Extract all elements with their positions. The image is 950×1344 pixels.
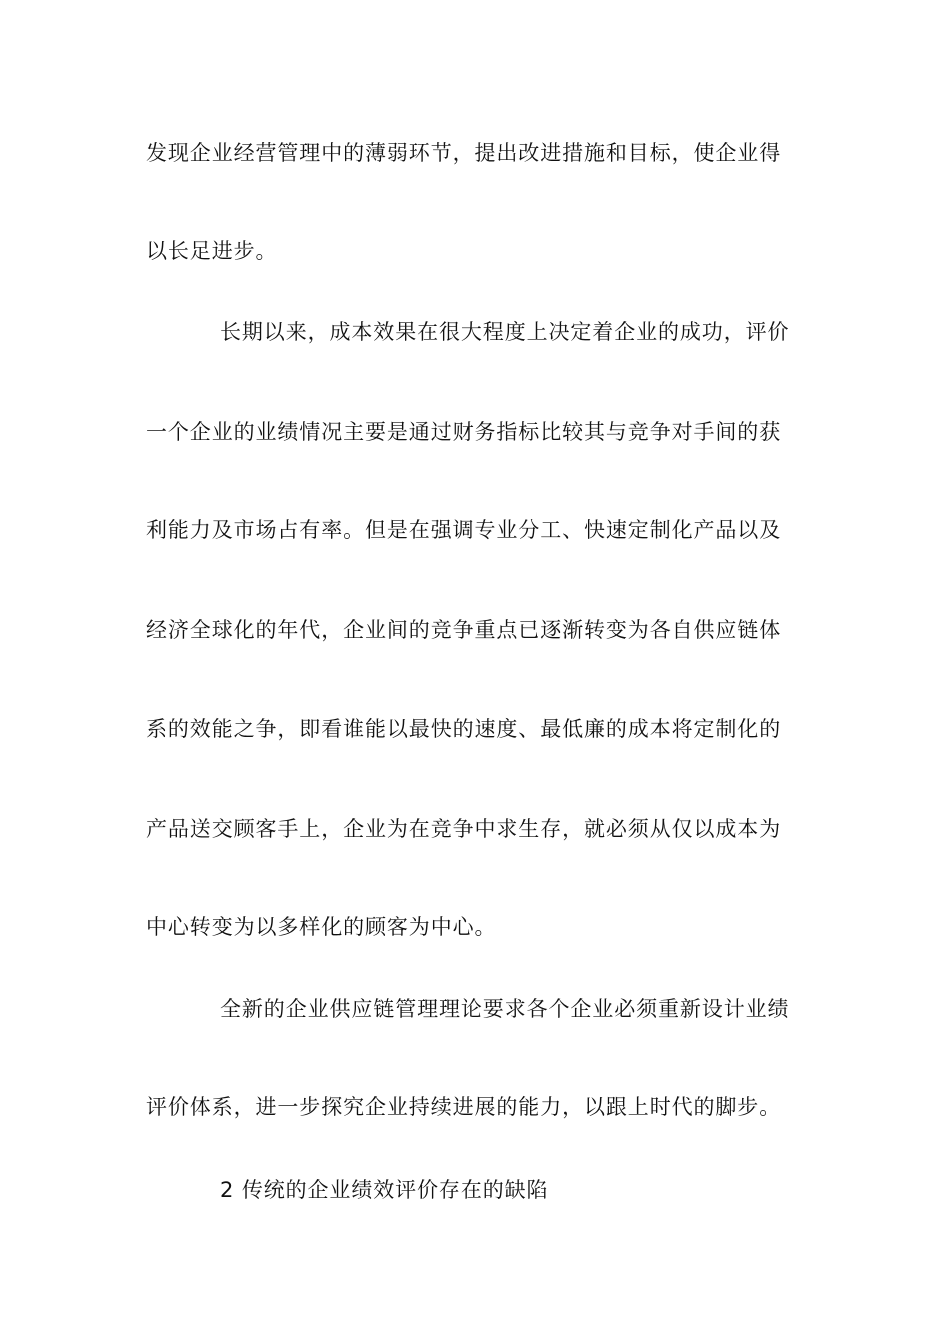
- paragraph-2-line-3: 利能力及市场占有率。但是在强调专业分工、快速定制化产品以及: [146, 518, 782, 542]
- paragraph-2-line-2: 一个企业的业绩情况主要是通过财务指标比较其与竞争对手间的获: [146, 420, 782, 444]
- paragraph-3-line-1: 全新的企业供应链管理理论要求各个企业必须重新设计业绩: [220, 997, 790, 1021]
- paragraph-2-line-1: 长期以来，成本效果在很大程度上决定着企业的成功，评价: [220, 320, 790, 344]
- paragraph-2-line-7: 中心转变为以多样化的顾客为中心。: [146, 915, 497, 939]
- paragraph-1-line-1: 发现企业经营管理中的薄弱环节，提出改进措施和目标，使企业得: [146, 141, 782, 165]
- paragraph-1-line-2: 以长足进步。: [146, 239, 278, 263]
- paragraph-2-line-4: 经济全球化的年代，企业间的竞争重点已逐渐转变为各自供应链体: [146, 618, 782, 642]
- paragraph-2-line-5: 系的效能之争，即看谁能以最快的速度、最低廉的成本将定制化的: [146, 717, 782, 741]
- section-heading: 2 传统的企业绩效评价存在的缺陷: [220, 1178, 549, 1202]
- paragraph-2-line-6: 产品送交顾客手上，企业为在竞争中求生存，就必须从仅以成本为: [146, 817, 782, 841]
- paragraph-3-line-2: 评价体系，进一步探究企业持续进展的能力，以跟上时代的脚步。: [146, 1095, 782, 1119]
